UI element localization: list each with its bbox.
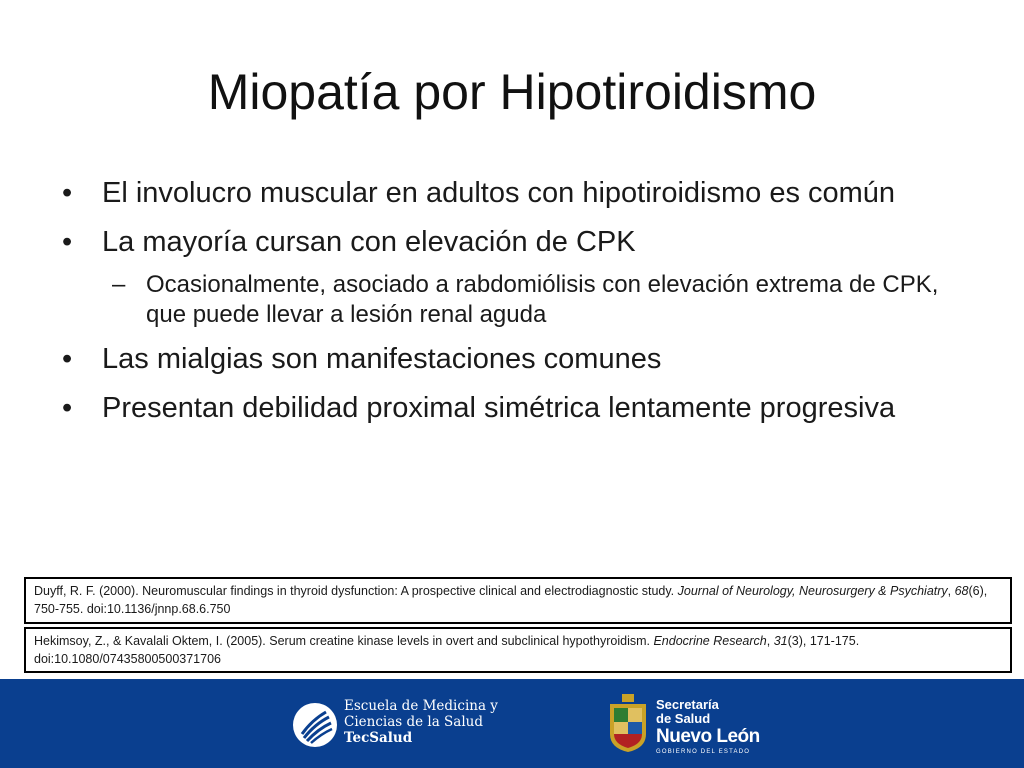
reference-authors: Duyff, R. F. (2000). Neuromuscular findings in thyroid dysfunction: A prospective clinical and electrodiagnostic study. [34, 584, 678, 598]
tecsalud-logo-icon [292, 702, 338, 748]
bullet-item: • Presentan debilidad proximal simétrica lentamente progresiva [60, 391, 960, 426]
nl-line: GOBIERNO DEL ESTADO [656, 749, 751, 755]
reference-sep: , [947, 584, 955, 598]
reference-journal: Journal of Neurology, Neurosurgery & Psychiatry [677, 584, 948, 598]
nuevo-leon-logo-text [656, 698, 760, 756]
reference-volume: 31 [773, 634, 788, 648]
sub-bullet-text: Ocasionalmente, asociado a rabdomiólisis con elevación extrema de CPK, que puede llevar a lesión renal aguda [146, 271, 939, 328]
nl-line: de Salud [656, 711, 711, 726]
tecsalud-logo-text [344, 698, 498, 746]
sub-bullet-item [112, 270, 960, 330]
reference-rest: (3), 171-175. doi:10.1080/07435800500371706 [34, 634, 860, 666]
footer-bar [0, 679, 1024, 768]
reference-box [24, 577, 1012, 624]
tec-line: Escuela de Medicina y [344, 698, 498, 714]
slide-title: Miopatía por Hipotiroidismo [207, 64, 817, 120]
bullet-item: • El involucro muscular en adultos con hipotiroidismo es común [60, 176, 960, 211]
nl-line: Nuevo León [656, 726, 760, 747]
bullet-list [60, 176, 960, 440]
bullet-item: • Las mialgias son manifestaciones comunes [60, 342, 960, 377]
reference-rest: (6), 750-755. doi:10.1136/jnnp.68.6.750 [34, 584, 988, 616]
bullet-item: • La mayoría cursan con elevación de CPK [60, 225, 960, 260]
tec-line: TecSalud [344, 730, 413, 746]
reference-journal: Endocrine Research [653, 634, 767, 648]
reference-volume: 68 [954, 584, 969, 598]
reference-authors: Hekimsoy, Z., & Kavalali Oktem, I. (2005). Serum creatine kinase levels in overt and subclinical hypothyroidism. [34, 634, 654, 648]
nuevo-leon-shield-icon [606, 694, 650, 754]
nl-line: Secretaría [656, 697, 719, 712]
dash-marker: – [112, 271, 126, 298]
reference-sep: , [766, 634, 774, 648]
tec-line: Ciencias de la Salud [344, 714, 484, 730]
reference-box [24, 627, 1012, 673]
